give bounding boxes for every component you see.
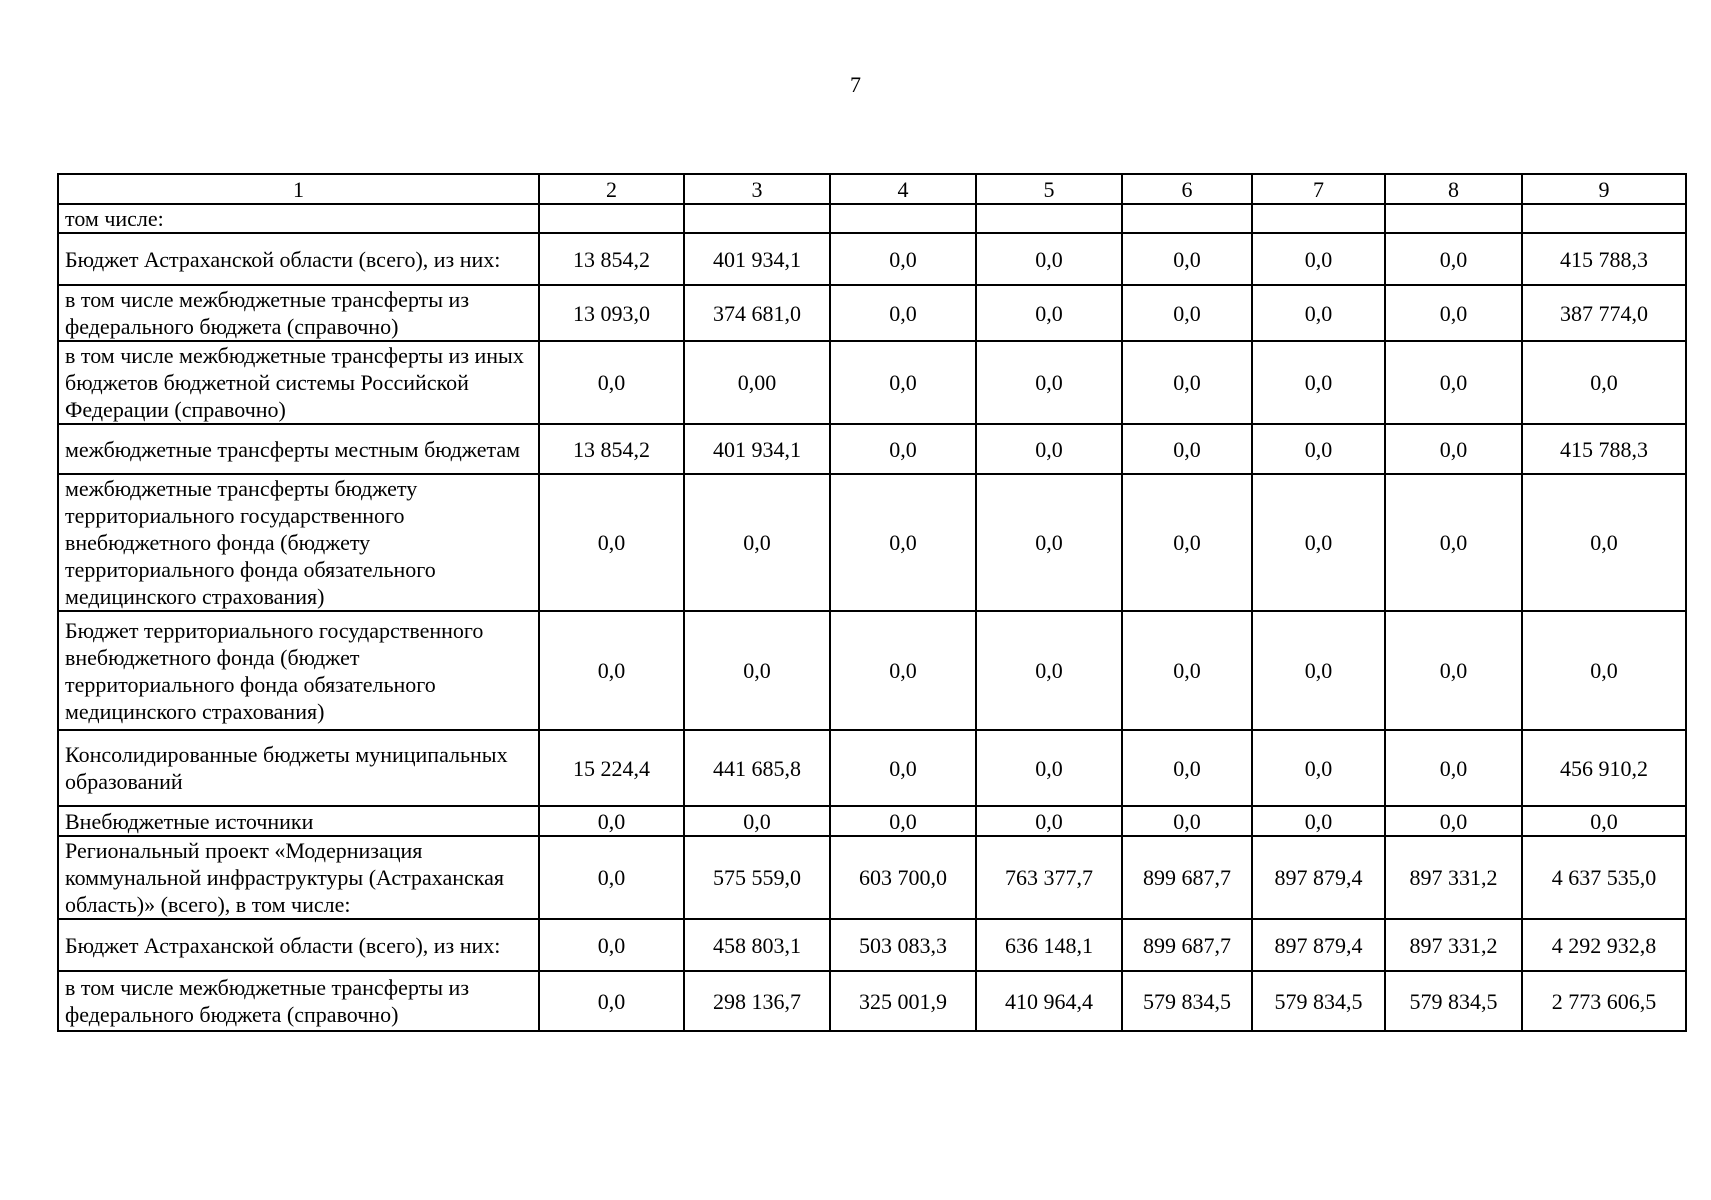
value-cell: 579 834,5 xyxy=(1122,971,1252,1031)
value-cell: 636 148,1 xyxy=(976,919,1122,971)
value-cell: 0,0 xyxy=(830,285,976,341)
value-cell: 0,0 xyxy=(830,341,976,424)
value-cell: 579 834,5 xyxy=(1252,971,1385,1031)
table-row xyxy=(58,730,1686,806)
row-label: том числе: xyxy=(58,204,539,233)
value-cell: 897 879,4 xyxy=(1252,836,1385,919)
value-cell: 0,0 xyxy=(1122,611,1252,730)
value-cell: 897 331,2 xyxy=(1385,919,1522,971)
value-cell: 0,0 xyxy=(1122,806,1252,836)
value-cell: 0,0 xyxy=(1252,730,1385,806)
value-cell: 0,0 xyxy=(539,836,684,919)
row-label: в том числе межбюджетные трансферты из федерального бюджета (справочно) xyxy=(58,285,539,341)
header-cell: 8 xyxy=(1385,174,1522,204)
value-cell: 0,0 xyxy=(539,806,684,836)
value-cell: 0,0 xyxy=(1252,341,1385,424)
value-cell: 899 687,7 xyxy=(1122,919,1252,971)
header-cell: 6 xyxy=(1122,174,1252,204)
value-cell: 0,0 xyxy=(1252,474,1385,611)
value-cell: 0,0 xyxy=(684,474,830,611)
row-label: Внебюджетные источники xyxy=(58,806,539,836)
value-cell: 503 083,3 xyxy=(830,919,976,971)
value-cell: 0,0 xyxy=(684,806,830,836)
table-row xyxy=(58,611,1686,730)
value-cell: 0,0 xyxy=(830,611,976,730)
value-cell: 410 964,4 xyxy=(976,971,1122,1031)
value-cell: 0,0 xyxy=(976,285,1122,341)
value-cell xyxy=(1385,204,1522,233)
value-cell: 0,0 xyxy=(830,233,976,285)
value-cell: 603 700,0 xyxy=(830,836,976,919)
value-cell: 763 377,7 xyxy=(976,836,1122,919)
budget-table xyxy=(57,173,1687,1032)
table-row xyxy=(58,971,1686,1031)
header-cell: 1 xyxy=(58,174,539,204)
value-cell: 0,0 xyxy=(1122,233,1252,285)
value-cell: 0,0 xyxy=(1522,611,1686,730)
value-cell xyxy=(684,204,830,233)
table-row xyxy=(58,806,1686,836)
header-cell: 7 xyxy=(1252,174,1385,204)
value-cell: 579 834,5 xyxy=(1385,971,1522,1031)
value-cell: 0,0 xyxy=(539,611,684,730)
table-row xyxy=(58,424,1686,474)
header-row xyxy=(58,174,1686,204)
value-cell: 0,0 xyxy=(1522,474,1686,611)
value-cell: 0,00 xyxy=(684,341,830,424)
table-row xyxy=(58,204,1686,233)
value-cell: 13 854,2 xyxy=(539,424,684,474)
value-cell: 0,0 xyxy=(1385,233,1522,285)
value-cell: 0,0 xyxy=(830,806,976,836)
value-cell: 0,0 xyxy=(1385,611,1522,730)
value-cell: 2 773 606,5 xyxy=(1522,971,1686,1031)
value-cell xyxy=(1522,204,1686,233)
value-cell: 0,0 xyxy=(1122,285,1252,341)
value-cell: 401 934,1 xyxy=(684,233,830,285)
table-row xyxy=(58,341,1686,424)
value-cell: 0,0 xyxy=(976,806,1122,836)
table-row xyxy=(58,474,1686,611)
value-cell: 298 136,7 xyxy=(684,971,830,1031)
value-cell: 0,0 xyxy=(976,233,1122,285)
row-label: межбюджетные трансферты местным бюджетам xyxy=(58,424,539,474)
value-cell: 387 774,0 xyxy=(1522,285,1686,341)
value-cell: 0,0 xyxy=(1122,341,1252,424)
value-cell: 0,0 xyxy=(976,424,1122,474)
value-cell: 0,0 xyxy=(976,474,1122,611)
value-cell: 4 637 535,0 xyxy=(1522,836,1686,919)
value-cell: 0,0 xyxy=(1252,424,1385,474)
value-cell: 0,0 xyxy=(1252,611,1385,730)
value-cell: 0,0 xyxy=(1522,806,1686,836)
value-cell: 0,0 xyxy=(1252,285,1385,341)
value-cell: 0,0 xyxy=(1122,730,1252,806)
value-cell: 0,0 xyxy=(830,424,976,474)
value-cell: 415 788,3 xyxy=(1522,424,1686,474)
row-label: в том числе межбюджетные трансферты из федерального бюджета (справочно) xyxy=(58,971,539,1031)
value-cell: 575 559,0 xyxy=(684,836,830,919)
table-row xyxy=(58,919,1686,971)
value-cell: 374 681,0 xyxy=(684,285,830,341)
header-cell: 9 xyxy=(1522,174,1686,204)
value-cell: 415 788,3 xyxy=(1522,233,1686,285)
table-row xyxy=(58,836,1686,919)
value-cell: 897 331,2 xyxy=(1385,836,1522,919)
value-cell: 0,0 xyxy=(1522,341,1686,424)
value-cell: 897 879,4 xyxy=(1252,919,1385,971)
value-cell: 0,0 xyxy=(1122,474,1252,611)
value-cell: 458 803,1 xyxy=(684,919,830,971)
value-cell: 0,0 xyxy=(684,611,830,730)
table-row xyxy=(58,233,1686,285)
row-label: Региональный проект «Модернизация коммунальной инфраструктуры (Астраханская область)» (всего), в том числе: xyxy=(58,836,539,919)
row-label: межбюджетные трансферты бюджету территориального государственного внебюджетного фонда (бюджету территориального фонда обязательного медицинского страхования) xyxy=(58,474,539,611)
value-cell: 0,0 xyxy=(976,611,1122,730)
value-cell: 13 854,2 xyxy=(539,233,684,285)
value-cell: 0,0 xyxy=(976,341,1122,424)
value-cell: 0,0 xyxy=(1385,806,1522,836)
value-cell xyxy=(830,204,976,233)
header-cell: 4 xyxy=(830,174,976,204)
table-row xyxy=(58,285,1686,341)
row-label: Бюджет Астраханской области (всего), из них: xyxy=(58,233,539,285)
header-cell: 2 xyxy=(539,174,684,204)
value-cell: 0,0 xyxy=(830,474,976,611)
value-cell xyxy=(976,204,1122,233)
page-number: 7 xyxy=(850,72,861,97)
header-cell: 3 xyxy=(684,174,830,204)
value-cell: 0,0 xyxy=(1252,806,1385,836)
value-cell: 0,0 xyxy=(1122,424,1252,474)
value-cell: 0,0 xyxy=(539,919,684,971)
value-cell: 0,0 xyxy=(539,474,684,611)
header-cell: 5 xyxy=(976,174,1122,204)
value-cell: 0,0 xyxy=(1385,730,1522,806)
value-cell: 0,0 xyxy=(539,341,684,424)
value-cell: 0,0 xyxy=(976,730,1122,806)
value-cell xyxy=(539,204,684,233)
value-cell xyxy=(1122,204,1252,233)
value-cell: 441 685,8 xyxy=(684,730,830,806)
value-cell: 15 224,4 xyxy=(539,730,684,806)
value-cell: 4 292 932,8 xyxy=(1522,919,1686,971)
value-cell: 401 934,1 xyxy=(684,424,830,474)
value-cell: 0,0 xyxy=(830,730,976,806)
value-cell: 0,0 xyxy=(1385,285,1522,341)
value-cell: 0,0 xyxy=(1385,474,1522,611)
value-cell: 0,0 xyxy=(539,971,684,1031)
row-label: Бюджет территориального государственного внебюджетного фонда (бюджет территориального фонда обязательного медицинского страхования) xyxy=(58,611,539,730)
row-label: Бюджет Астраханской области (всего), из них: xyxy=(58,919,539,971)
value-cell: 0,0 xyxy=(1385,424,1522,474)
value-cell xyxy=(1252,204,1385,233)
value-cell: 325 001,9 xyxy=(830,971,976,1031)
row-label: в том числе межбюджетные трансферты из иных бюджетов бюджетной системы Российской Федерации (справочно) xyxy=(58,341,539,424)
value-cell: 0,0 xyxy=(1385,341,1522,424)
row-label: Консолидированные бюджеты муниципальных образований xyxy=(58,730,539,806)
value-cell: 13 093,0 xyxy=(539,285,684,341)
value-cell: 899 687,7 xyxy=(1122,836,1252,919)
value-cell: 456 910,2 xyxy=(1522,730,1686,806)
value-cell: 0,0 xyxy=(1252,233,1385,285)
